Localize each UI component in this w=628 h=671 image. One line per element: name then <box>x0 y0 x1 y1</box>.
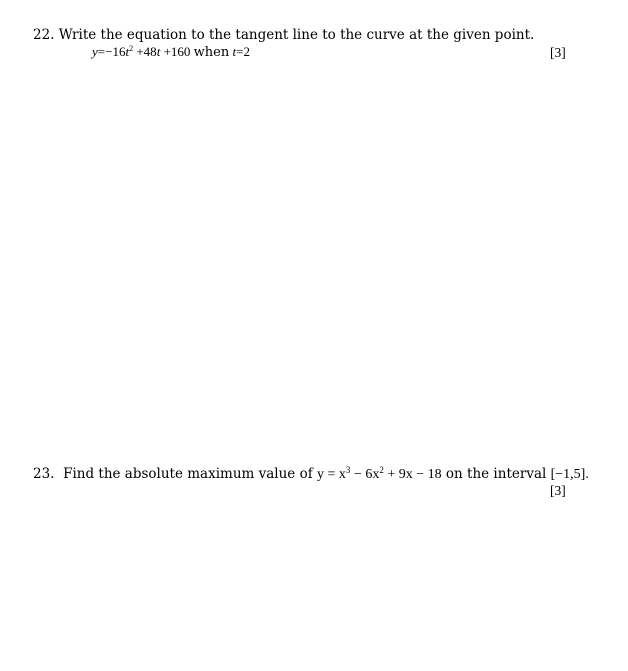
question-23-prompt-line <box>33 466 589 483</box>
eq-term3: +160 <box>163 44 191 59</box>
question-22-marks: [3] <box>550 45 566 60</box>
eq-cond-rest: =2 <box>236 44 250 59</box>
question-23-prompt-start: Find the absolute maximum value of <box>63 466 313 482</box>
eq-lhs: y <box>92 44 98 59</box>
question-23-expression: $y = x^3 - 6x^2 + 9x - 18$ <box>317 465 442 482</box>
eq-term1-coef: −16 <box>105 44 126 59</box>
eq-term2: +48 <box>136 44 157 59</box>
question-23-prompt-mid: on the interval <box>445 466 547 482</box>
question-22-prompt: Write the equation to the tangent line to the curve at the given point. <box>58 27 535 43</box>
question-22-prompt-line <box>33 27 534 43</box>
eq-when: when <box>193 45 230 60</box>
question-23-number: 23. <box>33 466 55 482</box>
question-22-number: 22. <box>33 27 55 43</box>
eq-term1-var: t <box>125 44 130 59</box>
question-23-interval: [−1,5]. <box>550 467 589 482</box>
question-23-marks: [3] <box>550 483 566 498</box>
eq-term2-var: t <box>156 44 161 59</box>
question-22-equation <box>92 44 250 61</box>
eq-cond-var: t <box>232 44 237 59</box>
eq-equals: = <box>97 44 106 59</box>
eq-term1-exp: 2 <box>129 44 134 53</box>
